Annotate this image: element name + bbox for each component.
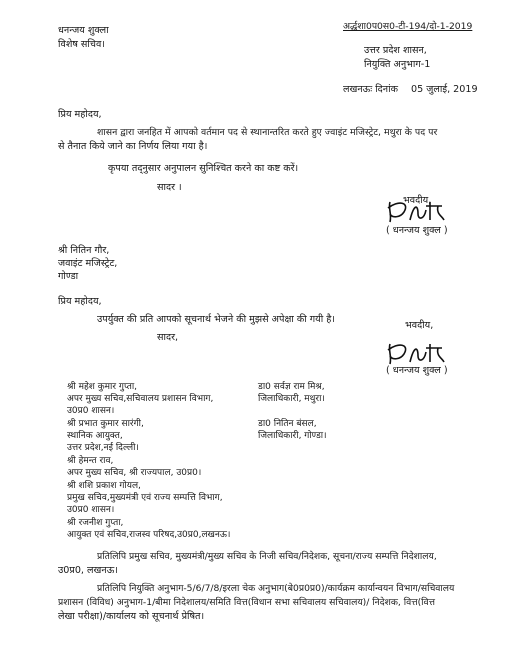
- recipient-left-line: श्री रजनीश गुप्ता,: [67, 518, 124, 528]
- sign-name-2: ( धनन्जय शुक्ल ): [386, 365, 448, 376]
- salutation-1: प्रिय महोदय,: [58, 109, 102, 120]
- sender-designation: विशेष सचिव।: [58, 39, 105, 50]
- sign-yours-2: भवदीय,: [405, 320, 434, 331]
- signature-2: [384, 340, 454, 368]
- body-paragraph-2: कृपया तद्‌नुसार अनुपालन सुनिश्चित करने का कष्ट करें।: [108, 163, 299, 174]
- recipient-left-line: श्री हेमन्त राव,: [67, 456, 114, 466]
- letter-date: 05 जुलाई, 2019: [411, 84, 478, 95]
- sender-name: धनन्जय शुक्ला: [58, 25, 109, 36]
- recipient-left-line: उत्तर प्रदेश,नई दिल्ली।: [67, 443, 139, 453]
- copy-2-line-1: प्रतिलिपि नियुक्ति अनुभाग-5/6/7/8/इरला चेक अनुभाग(बे0प्र0प्र0)/कार्यक्रम कार्यान्वयन विभाग/सचिवालय: [97, 583, 455, 594]
- closing-1: सादर ।: [157, 182, 182, 193]
- body-paragraph-1-line-2: से तैनात किये जाने का निर्णय लिया गया है।: [58, 141, 208, 152]
- office-section: नियुक्ति अनुभाग-1: [364, 59, 431, 70]
- sign-yours-1: भवदीय,: [403, 195, 432, 206]
- signature-1: [384, 198, 454, 226]
- salutation-2: प्रिय महोदय,: [58, 296, 102, 307]
- copy-2-line-2: प्रशासन (विविध) अनुभाग-1/बीमा निदेशालय/समिति वित्त(विधान सभा सचिवालय सचिवालय)/ निदेशक, वित्त(वित्त: [58, 597, 436, 608]
- recipient-left-line: अपर मुख्य सचिव, श्री राज्यपाल, उ0प्र0।: [67, 468, 202, 478]
- copy-1-line-2: उ0प्र0, लखनऊ।: [58, 565, 118, 576]
- addressee-designation: जवाइंट मजिस्ट्रेट,: [58, 258, 118, 269]
- place-date-label: लखनऊः दिनांक: [343, 84, 398, 95]
- copy-1-line-1: प्रतिलिपि प्रमुख सचिव, मुख्यमंत्री/मुख्य सचिव के निजी सचिव/निदेशक, सूचना/राज्य सम्पत्ति निदेशालय,: [97, 551, 437, 562]
- reference-number: अर्द्धशा0प0स0-टी-194/दो-1-2019: [343, 21, 473, 32]
- recipient-left-line: अपर मुख्य सचिव,सचिवालय प्रशासन विभाग,: [67, 394, 214, 404]
- recipient-right-line: डा0 नितिन बंसल,: [258, 419, 317, 429]
- recipient-right-line: डा0 सर्वज्ञ राम मिश्र,: [258, 382, 325, 392]
- copy-2-line-3: लेखा परीक्षा)/कार्यालय को सूचनार्थ प्रेषित।: [58, 611, 205, 622]
- recipient-left-line: श्री प्रभात कुमार सारंगी,: [67, 419, 144, 429]
- recipient-right-line: जिलाधिकारी, मथुरा।: [258, 394, 325, 404]
- recipient-right-line: जिलाधिकारी, गोण्डा।: [258, 431, 327, 441]
- office-govt: उत्तर प्रदेश शासन,: [364, 45, 427, 56]
- closing-2: सादर,: [157, 332, 179, 343]
- recipient-left-line: उ0प्र0 शासन।: [67, 406, 115, 416]
- addressee-name: श्री नितिन गौर,: [58, 245, 110, 256]
- recipient-left-line: प्रमुख सचिव,मुख्यमंत्री एवं राज्य सम्पत्ति विभाग,: [67, 493, 223, 503]
- addressee-place: गोण्डा: [58, 271, 79, 282]
- recipient-left-line: उ0प्र0 शासन।: [67, 505, 115, 515]
- body-paragraph-1-line-1: शासन द्वारा जनहित में आपको वर्तमान पद से स्थानान्तरित करते हुए ज्वाइंट मजिस्ट्रेट, मथुरा के पद पर: [97, 127, 438, 138]
- body-paragraph-3: उपर्युक्त की प्रति आपको सूचनार्थ भेजने की मुझसे अपेक्षा की गयी है।: [97, 314, 336, 325]
- recipient-left-line: स्थानिक आयुक्त,: [67, 431, 123, 441]
- recipient-left-line: आयुक्त एवं सचिव,राजस्व परिषद,उ0प्र0,लखनऊ।: [67, 530, 231, 540]
- recipient-left-line: श्री शशि प्रकाश गोयल,: [67, 481, 141, 491]
- recipient-left-line: श्री महेश कुमार गुप्ता,: [67, 382, 138, 392]
- sign-name-1: ( धनन्जय शुक्ल ): [386, 225, 448, 236]
